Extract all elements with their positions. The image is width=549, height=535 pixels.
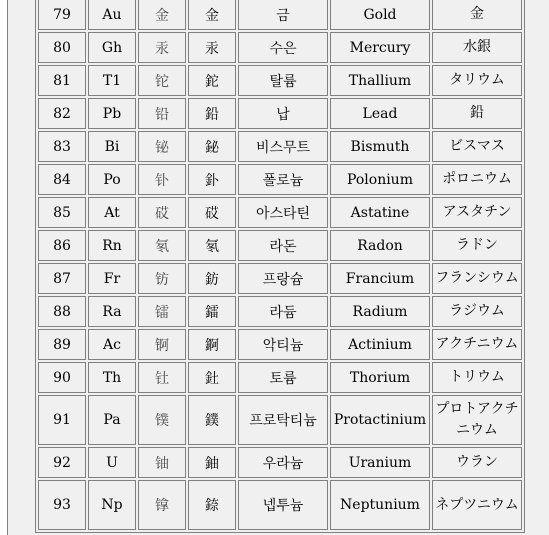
element-symbol: Ra	[88, 296, 136, 327]
traditional-chinese-name: 汞	[188, 32, 236, 63]
japanese-name: アスタチン	[432, 197, 522, 228]
japanese-name: 水銀	[432, 32, 522, 63]
element-number: 91	[38, 395, 86, 445]
element-number: 87	[38, 263, 86, 294]
element-symbol: T1	[88, 65, 136, 96]
japanese-name: フランシウム	[432, 263, 522, 294]
element-symbol: Pa	[88, 395, 136, 445]
korean-name: 프로탁티늄	[238, 395, 328, 445]
simplified-chinese-name: 氡	[138, 230, 186, 261]
korean-name: 우라늄	[238, 447, 328, 478]
traditional-chinese-name: 鏷	[188, 395, 236, 445]
table-row	[38, 230, 522, 261]
simplified-chinese-name: 铋	[138, 131, 186, 162]
japanese-name: トリウム	[432, 362, 522, 393]
element-symbol: Fr	[88, 263, 136, 294]
korean-name: 아스타틴	[238, 197, 328, 228]
simplified-chinese-name: 镎	[138, 480, 186, 530]
english-name: Lead	[330, 98, 430, 129]
japanese-name: 金	[432, 0, 522, 30]
japanese-name: ビスマス	[432, 131, 522, 162]
element-number: 92	[38, 447, 86, 478]
element-number: 79	[38, 0, 86, 30]
element-number: 80	[38, 32, 86, 63]
traditional-chinese-name: 錒	[188, 329, 236, 360]
table-row	[38, 131, 522, 162]
simplified-chinese-name: 钍	[138, 362, 186, 393]
table-row	[38, 362, 522, 393]
english-name: Astatine	[330, 197, 430, 228]
korean-name: 폴로늄	[238, 164, 328, 195]
simplified-chinese-name: 镤	[138, 395, 186, 445]
element-symbol: Gh	[88, 32, 136, 63]
element-symbol: Po	[88, 164, 136, 195]
japanese-name: ウラン	[432, 447, 522, 478]
english-name: Bismuth	[330, 131, 430, 162]
english-name: Uranium	[330, 447, 430, 478]
traditional-chinese-name: 鉍	[188, 131, 236, 162]
simplified-chinese-name: 钋	[138, 164, 186, 195]
english-name: Radon	[330, 230, 430, 261]
table-row	[38, 197, 522, 228]
simplified-chinese-name: 镭	[138, 296, 186, 327]
left-border	[0, 0, 8, 535]
element-number: 93	[38, 480, 86, 530]
element-symbol: Th	[88, 362, 136, 393]
element-names-table	[35, 0, 525, 533]
table-row	[38, 32, 522, 63]
simplified-chinese-name: 铅	[138, 98, 186, 129]
korean-name: 악티늄	[238, 329, 328, 360]
japanese-name: ラドン	[432, 230, 522, 261]
simplified-chinese-name: 铀	[138, 447, 186, 478]
english-name: Neptunium	[330, 480, 430, 530]
english-name: Protactinium	[330, 395, 430, 445]
element-symbol: Bi	[88, 131, 136, 162]
table-row	[38, 263, 522, 294]
element-symbol: Au	[88, 0, 136, 30]
traditional-chinese-name: 釙	[188, 164, 236, 195]
element-symbol: Ac	[88, 329, 136, 360]
element-number: 90	[38, 362, 86, 393]
english-name: Francium	[330, 263, 430, 294]
simplified-chinese-name: 铊	[138, 65, 186, 96]
korean-name: 수은	[238, 32, 328, 63]
english-name: Polonium	[330, 164, 430, 195]
element-number: 89	[38, 329, 86, 360]
element-number: 82	[38, 98, 86, 129]
traditional-chinese-name: 鈁	[188, 263, 236, 294]
traditional-chinese-name: 鉈	[188, 65, 236, 96]
simplified-chinese-name: 锕	[138, 329, 186, 360]
japanese-name: ネプツニウム	[432, 480, 522, 530]
table-row	[38, 98, 522, 129]
element-symbol: Pb	[88, 98, 136, 129]
element-number: 84	[38, 164, 86, 195]
simplified-chinese-name: 钫	[138, 263, 186, 294]
traditional-chinese-name: 氡	[188, 230, 236, 261]
simplified-chinese-name: 汞	[138, 32, 186, 63]
element-symbol: At	[88, 197, 136, 228]
english-name: Thallium	[330, 65, 430, 96]
traditional-chinese-name: 鉛	[188, 98, 236, 129]
japanese-name: アクチニウム	[432, 329, 522, 360]
table-row	[38, 164, 522, 195]
traditional-chinese-name: 釷	[188, 362, 236, 393]
table-row	[38, 65, 522, 96]
table-row	[38, 0, 522, 30]
element-symbol: U	[88, 447, 136, 478]
korean-name: 금	[238, 0, 328, 30]
korean-name: 토륨	[238, 362, 328, 393]
english-name: Mercury	[330, 32, 430, 63]
korean-name: 넵투늄	[238, 480, 328, 530]
traditional-chinese-name: 錼	[188, 480, 236, 530]
korean-name: 프랑슘	[238, 263, 328, 294]
table-row	[38, 329, 522, 360]
table-row	[38, 480, 522, 530]
korean-name: 탈륨	[238, 65, 328, 96]
table-row	[38, 296, 522, 327]
korean-name: 비스무트	[238, 131, 328, 162]
korean-name: 라돈	[238, 230, 328, 261]
table-row	[38, 395, 522, 445]
japanese-name: 鉛	[432, 98, 522, 129]
element-number: 83	[38, 131, 86, 162]
japanese-name: ポロニウム	[432, 164, 522, 195]
element-number: 81	[38, 65, 86, 96]
element-number: 85	[38, 197, 86, 228]
japanese-name: プロトアクチニウム	[432, 395, 522, 445]
english-name: Actinium	[330, 329, 430, 360]
table-row	[38, 447, 522, 478]
simplified-chinese-name: 砹	[138, 197, 186, 228]
element-symbol: Rn	[88, 230, 136, 261]
simplified-chinese-name: 金	[138, 0, 186, 30]
korean-name: 라듐	[238, 296, 328, 327]
korean-name: 납	[238, 98, 328, 129]
traditional-chinese-name: 鐳	[188, 296, 236, 327]
traditional-chinese-name: 砹	[188, 197, 236, 228]
element-number: 86	[38, 230, 86, 261]
traditional-chinese-name: 鈾	[188, 447, 236, 478]
traditional-chinese-name: 金	[188, 0, 236, 30]
japanese-name: タリウム	[432, 65, 522, 96]
element-symbol: Np	[88, 480, 136, 530]
english-name: Thorium	[330, 362, 430, 393]
english-name: Radium	[330, 296, 430, 327]
element-number: 88	[38, 296, 86, 327]
japanese-name: ラジウム	[432, 296, 522, 327]
english-name: Gold	[330, 0, 430, 30]
